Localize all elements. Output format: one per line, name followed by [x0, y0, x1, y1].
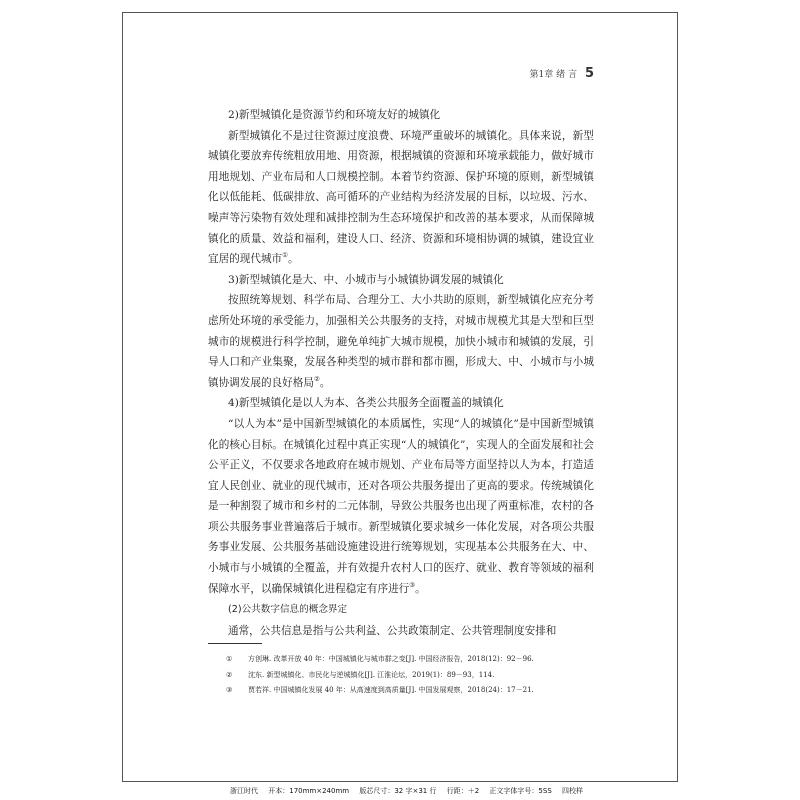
footer-publisher: 浙江时代: [230, 787, 258, 795]
footer-font: 正文字体字号：5SS: [489, 787, 552, 795]
subsection-heading: (2)公共数字信息的概念界定: [228, 604, 348, 616]
section-body: 按照统筹规划、科学布局、合理分工、大小共助的原则，新型城镇化应充分考虑所处环境的承受能力，加强相关公共服务的支持，对城市规模尤其是大型和巨型城市的规模进行科学控制，避免单纯扩大城市规模，加快小城市和城镇的发展，引导人口和产业集聚，发展各种类型的城市群和都市圈，形成大、中、小城市与小城镇协调发展的良好格局②。: [208, 294, 594, 389]
footnote-item: [226, 683, 606, 699]
footnote-ref: ①: [282, 251, 288, 260]
footnote-item: [226, 652, 606, 668]
footnote-mark: ③: [226, 686, 233, 694]
footer-spacing: 行距：＋2: [446, 787, 480, 795]
main-text: [208, 105, 594, 642]
footnote-text: 方创琳. 改革开放 40 年：中国城镇化与城市群之变[J]. 中国经济报告，2018(12)：92－96.: [248, 655, 534, 663]
footnote-mark: ②: [226, 670, 233, 679]
closing-paragraph: 通常，公共信息是指与公共利益、公共政策制定、公共管理制度安排和: [228, 625, 557, 638]
section-heading: 4)新型城镇化是以人为本、各类公共服务全面覆盖的城镇化: [228, 397, 504, 410]
footnote-divider: [208, 643, 262, 644]
print-footer: [230, 786, 591, 796]
footnote-ref: ②: [313, 374, 320, 383]
page-number: 5: [584, 66, 594, 81]
footnote-ref: ③: [409, 580, 416, 589]
section-heading: 3)新型城镇化是大、中、小城市与小城镇协调发展的城镇化: [228, 273, 504, 286]
footnotes: [226, 652, 606, 699]
footnote-mark: ①: [226, 655, 233, 663]
section-body: 新型城镇化不是过往资源过度浪费、环境严重破坏的城镇化。具体来说，新型城镇化要放弃传统粗放用地、用资源，根据城镇的资源和环境承载能力，做好城市用地规划、产业布局和人口规模控制。本着节约资源、保护环境的原则，新型城镇化以低能耗、低碳排放、高可循环的产业结构为经济发展的目标，以垃圾、污水、噪声等污染物有效处理和减排控制为生态环境保护和改善的基本要求，从而保障城镇化的质量、效益和福利，建设人口、经济、资源和环境相协调的城镇，建设宜业宜居的现代城市①。: [208, 129, 594, 266]
footnote-text: 贾若祥. 中国城镇化发展 40 年：从高速度到高质量[J]. 中国发展观察，2018(24)：17－21.: [248, 686, 534, 694]
section-heading: 2)新型城镇化是资源节约和环境友好的城镇化: [228, 109, 441, 121]
footer-layout: 版芯尺寸：32 字×31 行: [359, 787, 437, 795]
section-body: “以人为本”是中国新型城镇化的本质属性，实现“人的城镇化”是中国新型城镇化的核心目标。在城镇化过程中真正实现“人的城镇化”，实现人的全面发展和社会公平正义，不仅要求各地政府在城市规划、产业布局等方面坚持以人为本，打造适宜人民创业、就业的现代城市，还对各项公共服务提出了更高的要求。传统城镇化是一种割裂了城市和乡村的二元体制，导致公共服务也出现了两重标准，农村的各项公共服务事业普遍落后于城市。新型城镇化要求城乡一体化发展，对各项公共服务事业发展、公共服务基础设施建设进行统筹规划，实现基本公共服务在大、中、小城市与小城镇的全覆盖，并有效提升农村人口的医疗、就业、教育等领域的福利保障水平，以确保城镇化进程稳定有序进行③。: [208, 417, 594, 595]
running-header: [530, 66, 595, 81]
chapter-title: 第1章 绪 言: [529, 70, 577, 80]
footnote-item: [226, 668, 606, 684]
footnote-text: 沈东. 新型城镇化、市民化与逆城镇化[J]. 江淮论坛，2019(1)：89－93，114.: [248, 670, 495, 679]
footer-proof: 四校样: [562, 787, 583, 795]
footer-format: 开本：170mm×240mm: [268, 787, 350, 795]
